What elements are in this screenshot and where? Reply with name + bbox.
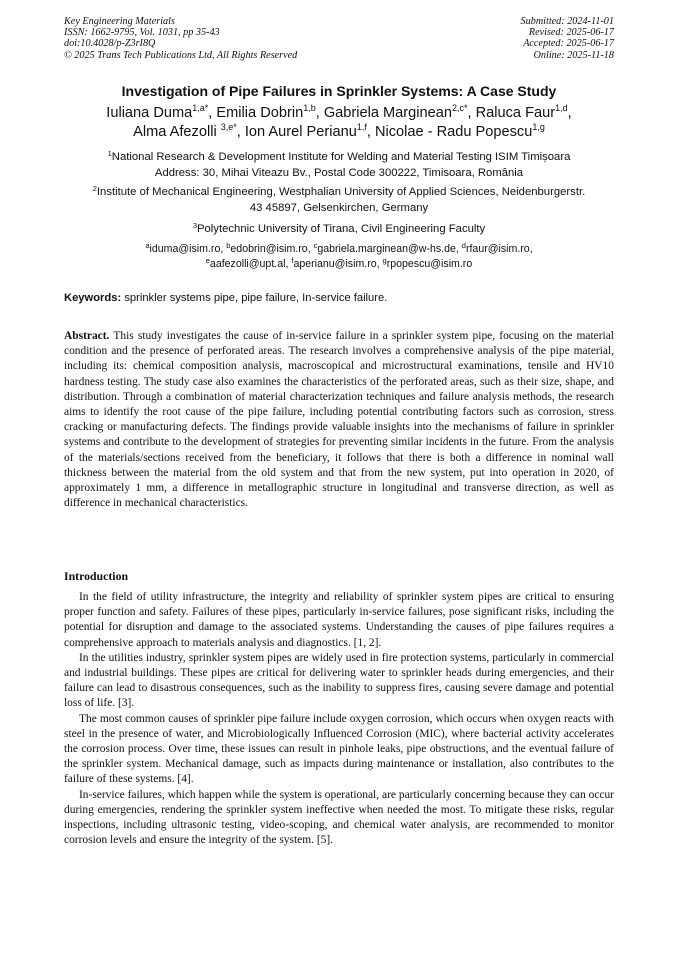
email-address[interactable]: rpopescu@isim.ro	[386, 257, 473, 270]
author-line-2: Alma Afezolli $^{3,e*}$, Ion Aurel Perianu$^{1,f}$, Nicolae - Radu Popescu$^{1,g}$	[133, 122, 545, 140]
email-sup: c	[313, 241, 318, 250]
accepted-date: Accepted: 2025-06-17	[523, 38, 614, 50]
email-address[interactable]: rfaur@isim.ro	[465, 243, 530, 255]
doi-line: doi:10.4028/p-Z3rI8Q	[64, 38, 156, 50]
abstract-label: Abstract.	[64, 330, 110, 342]
email-address[interactable]: edobrin@isim.ro	[230, 243, 308, 255]
author-name: Alma Afezolli	[133, 124, 217, 140]
affiliation-address: Address: 30, Mihai Viteazu Bv., Postal Code 300222, Timisoara, România	[154, 166, 524, 179]
author-name: Ion Aurel Perianu	[244, 124, 357, 140]
affiliation-3	[40, 222, 638, 238]
keywords	[64, 292, 614, 304]
affiliation-sup: 3	[192, 221, 197, 230]
author-sup: 1,d	[555, 103, 568, 113]
affiliation-2	[40, 185, 638, 216]
author-name: Gabriela Marginean	[323, 105, 452, 121]
author-line-1: Iuliana Duma$^{1,a*}$, Emilia Dobrin$^{1,b}$, Gabriela Marginean$^{2,c*}$, Raluca Faur$^{1,d}$,	[106, 103, 572, 121]
affiliation-sup: 1	[107, 149, 112, 158]
revised-date: Revised: 2025-06-17	[528, 27, 614, 39]
journal-name: Key Engineering Materials	[64, 16, 175, 27]
author-name: Emilia Dobrin	[216, 105, 304, 121]
affiliation-1	[40, 150, 638, 181]
email-address[interactable]: aafezolli@upt.al	[209, 257, 286, 270]
abstract	[64, 329, 614, 511]
paragraph: In the utilities industry, sprinkler system pipes are widely used in fire protection systems, particularly in commercial and industrial buildings. These pipes are critical for delivering water to sprinkler heads during emergencies, and their failure can lead to disastrous consequences, such as the inability to suppress fires, causing severe damage and potential loss of life. [3].	[64, 651, 614, 710]
author-emails	[40, 242, 638, 272]
abstract-text: This study investigates the cause of in-service failure in a sprinkler system pipe, focusing on the material condition and the presence of perforated areas. The research involves a comprehensive analysis of the pipe material, including its: chemical composition analysis, macroscopical and microstructural examinations, tensile and HV10 hardness testing. The study case also examines the characteristics of the perforated areas, such as their size, shape, and distribution. Through a combination of material characterization techniques and failure analysis methods, the research aims to identify the root cause of the pipe failure, including potential contributing factors such as corrosion, stress cracking or manufacturing defects. The findings provide valuable insights into the mechanisms of failure in sprinkler systems and contribute to the development of strategies for preventing similar incidents in the future. From the analysis of the materials/sections received from the beneficiary, it follows that there is both a difference in nominal wall thickness between the material from the old system and that from the new system, put into operation in 2020, of approximately 1 mm, a difference in metallographic structure in longitudinal and transverse direction, as well as difference in mechanical characteristics.	[64, 330, 614, 510]
paper-title: Investigation of Pipe Failures in Sprinkler Systems: A Case Study	[121, 83, 557, 99]
paragraph: In-service failures, which happen while the system is operational, are particularly concerning because they can occur during emergencies, rendering the sprinkler system ineffective when needed the most. To mitigate these risks, regular inspections, including ultrasonic testing, video-scoping, and chemical water analysis, are recommended to monitor corrosion levels and ensure the integrity of the system. [5].	[64, 788, 614, 847]
introduction-body	[64, 590, 614, 848]
affiliation-text: National Research & Development Institute for Welding and Material Testing ISIM Timișoara	[111, 151, 571, 163]
affiliation-text: Polytechnic University of Tirana, Civil Engineering Faculty	[196, 223, 486, 235]
author-name: Nicolae - Radu Popescu	[374, 124, 533, 140]
email-sup: g	[382, 255, 387, 265]
author-sup: 3,e*	[220, 122, 237, 132]
introduction-heading: Introduction	[64, 569, 129, 583]
copyright-line: © 2025 Trans Tech Publications Ltd, All Rights Reserved	[64, 49, 298, 61]
author-list	[40, 104, 638, 142]
paragraph: In the field of utility infrastructure, the integrity and reliability of sprinkler system pipes are critical to ensuring proper function and safety. Failures of these pipes, particularly in-service failures, pose significant risks, including the potential for disruption and damage to the associated systems. Understanding the causes of pipe failures requires a comprehensive approach to materials analysis and diagnostics. [1, 2].	[64, 591, 614, 649]
author-sup: 1,b	[303, 103, 316, 113]
submitted-date: Submitted: 2024-11-01	[520, 16, 614, 27]
email-sup: a	[145, 241, 150, 250]
author-sup: 1,g	[532, 122, 545, 132]
dates-info	[521, 16, 614, 61]
author-name: Raluca Faur	[475, 105, 556, 121]
author-sup: 1,f	[356, 122, 367, 132]
email-sup: d	[461, 241, 466, 250]
issn-line: ISSN: 1662-9795, Vol. 1031, pp 35-43	[64, 27, 220, 39]
author-sup: 1,a*	[192, 103, 209, 113]
affiliation-address: 43 45897, Gelsenkirchen, Germany	[249, 201, 429, 214]
journal-info	[64, 16, 297, 61]
affiliation-sup: 2	[92, 184, 97, 193]
email-sup: f	[291, 255, 294, 265]
email-sup: b	[226, 241, 231, 250]
author-sup: 2,c*	[452, 103, 468, 113]
email-line-1: $^a$iduma@isim.ro, $^b$edobrin@isim.ro, $^c$gabriela.marginean@w-hs.de, $^d$rfaur@isim.ro,	[145, 241, 533, 255]
affiliation-text: Institute of Mechanical Engineering, Westphalian University of Applied Sciences, Neidenburgerstr.	[96, 186, 586, 198]
email-sup: e	[205, 255, 210, 265]
email-line-2: $^e$aafezolli@upt.al, $^f$aperianu@isim.ro, $^g$rpopescu@isim.ro	[205, 255, 473, 270]
email-address[interactable]: gabriela.marginean@w-hs.de	[317, 243, 456, 255]
email-address[interactable]: iduma@isim.ro	[149, 243, 221, 255]
keywords-label: Keywords:	[64, 292, 122, 304]
paragraph: The most common causes of sprinkler pipe failure include oxygen corrosion, which occurs when oxygen reacts with steel in the presence of water, and Microbiologically Influenced Corrosion (MIC), where bacterial activity accelerates the corrosion process. Over time, these issues can result in pinhole leaks, pipe obstructions, and the eventual failure of the sprinkler system. Mechanical damage, such as impacts during maintenance or installation, also contributes to the failure of these systems. [4].	[64, 712, 614, 786]
email-address[interactable]: aperianu@isim.ro	[293, 257, 377, 270]
keywords-text: sprinkler systems pipe, pipe failure, In-service failure.	[124, 292, 388, 304]
online-date: Online: 2025-11-18	[533, 49, 614, 61]
author-name: Iuliana Duma	[106, 105, 193, 121]
